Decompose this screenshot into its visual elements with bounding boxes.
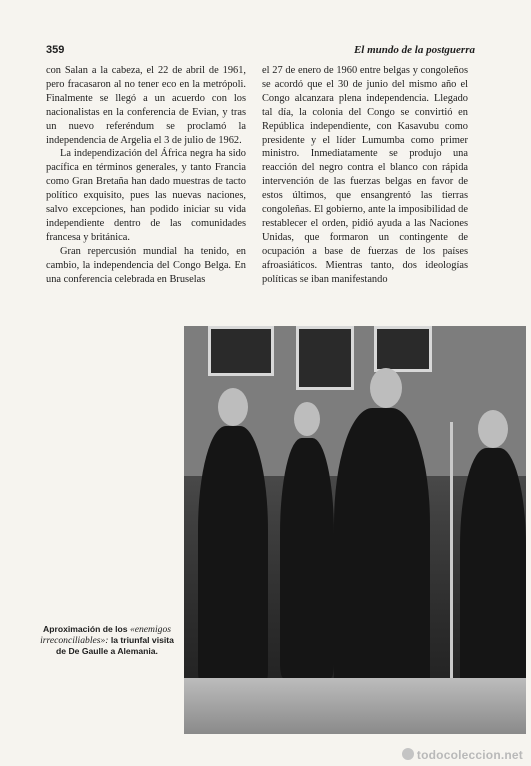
photo-figure-de-gaulle	[334, 408, 430, 698]
left-paragraph-2: La independización del África negra ha sido pacífica en términos generales, y tanto Francia como Gran Bretaña han dado muestras de tacto político exquisito, pues las nuevas naciones, salvo excepciones, han podido iniciar su vida independiente dentro de las comunidades francesa y británica.	[46, 148, 246, 243]
photo-head	[218, 388, 248, 426]
watermark-logo-icon	[402, 748, 414, 760]
photo-window	[296, 326, 354, 390]
photo-platform	[184, 678, 526, 734]
right-text-column	[262, 64, 468, 287]
photo-head	[294, 402, 320, 436]
caption-part-3: la triunfal visita de De Gaulle a Alemania.	[56, 635, 174, 656]
running-title: El mundo de la postguerra	[353, 44, 475, 56]
caption-part-1: Aproximación de los	[43, 624, 128, 634]
photo-window	[374, 326, 432, 372]
page-number: 359	[46, 44, 65, 56]
photo-figure	[280, 438, 334, 678]
watermark-text: todocoleccion.net	[416, 748, 523, 762]
photo-figure	[460, 448, 526, 694]
microphone-stand	[450, 422, 453, 692]
left-paragraph-3: Gran repercusión mundial ha tenido, en cambio, la independencia del Congo Belga. En una conferencia celebrada en Bruselas	[46, 245, 246, 285]
caption-part-2: «enemigos irreconciliables»:	[40, 624, 171, 646]
de-gaulle-adenauer-photo	[184, 326, 526, 734]
watermark	[402, 748, 523, 762]
right-paragraph-1: el 27 de enero de 1960 entre belgas y congoleños se acordó que el 30 de junio del mismo año el Congo alcanzara plena independencia. Llegado tal día, la colonia del Congo se convirtió en República independiente, con Kasavubu como presidente y el líder Lumumba como primer ministro. Inmediatamente se produjo una reacción del negro contra el blanco con rápida intervención de las fuerzas belgas en favor de estos últimos, que ensangrentó las tierras congoleñas. El gobierno, ante la imposibilidad de restablecer el orden, pidió ayuda a las Naciones Unidas, que formaron un contingente de ocupación a base de fuerzas de los países afroasiáticos. Mientras tanto, dos ideologías políticas se iban manifestando	[262, 65, 468, 285]
left-text-column	[46, 64, 246, 287]
photo-window	[208, 326, 274, 376]
photo-caption	[40, 624, 174, 657]
left-paragraph-1: con Salan a la cabeza, el 22 de abril de 1961, pero fracasaron al no tener eco en la metrópoli. Finalmente se llegó a un acuerdo con los nacionalistas en la conferencia de Evian, y tras un nuevo referéndum se proclamó la independencia de Argelia el 3 de julio de 1962.	[46, 65, 246, 146]
photo-head	[370, 368, 402, 408]
photo-head	[478, 410, 508, 448]
photo-figure-adenauer	[198, 426, 268, 686]
